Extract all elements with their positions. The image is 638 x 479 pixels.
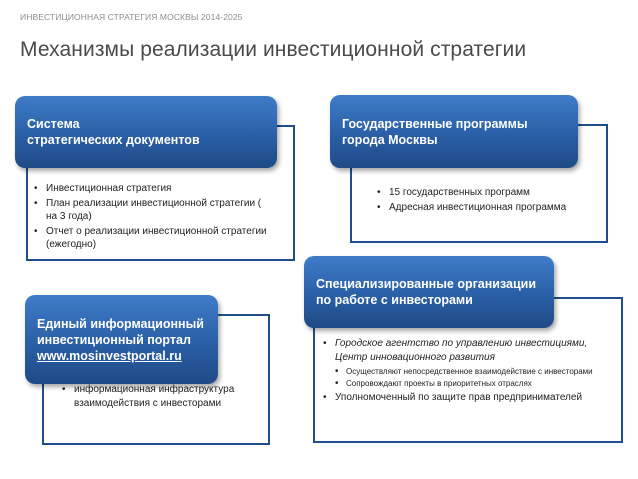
- list-item: • План реализации инвестиционной стратегии ( на 3 года): [34, 197, 274, 224]
- list-item: • информационная инфраструктура взаимодействия с инвесторами: [62, 383, 262, 410]
- page-title: Механизмы реализации инвестиционной стратегии: [20, 38, 527, 61]
- portal-header: [25, 295, 218, 384]
- orgs-list: [323, 337, 618, 406]
- docs-list: [34, 182, 274, 253]
- list-subitem: • Осуществляют непосредственное взаимодействие с инвесторами: [335, 366, 618, 377]
- orgs-sublist: [335, 366, 618, 389]
- list-subitem: • Сопровождают проекты в приоритетных отраслях: [335, 378, 618, 389]
- list-item: • Городское агентство по управлению инвестициями, Центр инновационного развития: [323, 337, 618, 364]
- programs-header: [330, 95, 578, 168]
- programs-list: [377, 186, 577, 215]
- docs-header-line-1: Система: [27, 117, 80, 131]
- programs-header-line-1: Государственные программы: [342, 116, 528, 131]
- list-item: • Уполномоченный по защите прав предпринимателей: [323, 391, 618, 405]
- list-item: • Инвестиционная стратегия: [34, 182, 274, 196]
- list-item: • 15 государственных программ: [377, 186, 577, 200]
- orgs-header-line-2: по работе с инвесторами: [316, 293, 473, 307]
- programs-header-line-2: города Москвы: [342, 132, 438, 147]
- orgs-header: [304, 256, 554, 328]
- supertitle: ИНВЕСТИЦИОННАЯ СТРАТЕГИЯ МОСКВЫ 2014-2025: [20, 12, 243, 22]
- orgs-header-line-1: Специализированные организации: [316, 277, 537, 291]
- portal-header-line-2: инвестиционный портал: [37, 332, 191, 347]
- docs-header-line-2: стратегических документов: [27, 133, 200, 147]
- docs-header: [15, 96, 277, 168]
- portal-header-line-1: Единый информационный: [37, 316, 204, 331]
- portal-list: [62, 383, 262, 411]
- portal-link[interactable]: www.mosinvestportal.ru: [37, 348, 182, 363]
- list-item: • Отчет о реализации инвестиционной стратегии (ежегодно): [34, 225, 274, 252]
- list-item: • Адресная инвестиционная программа: [377, 201, 577, 215]
